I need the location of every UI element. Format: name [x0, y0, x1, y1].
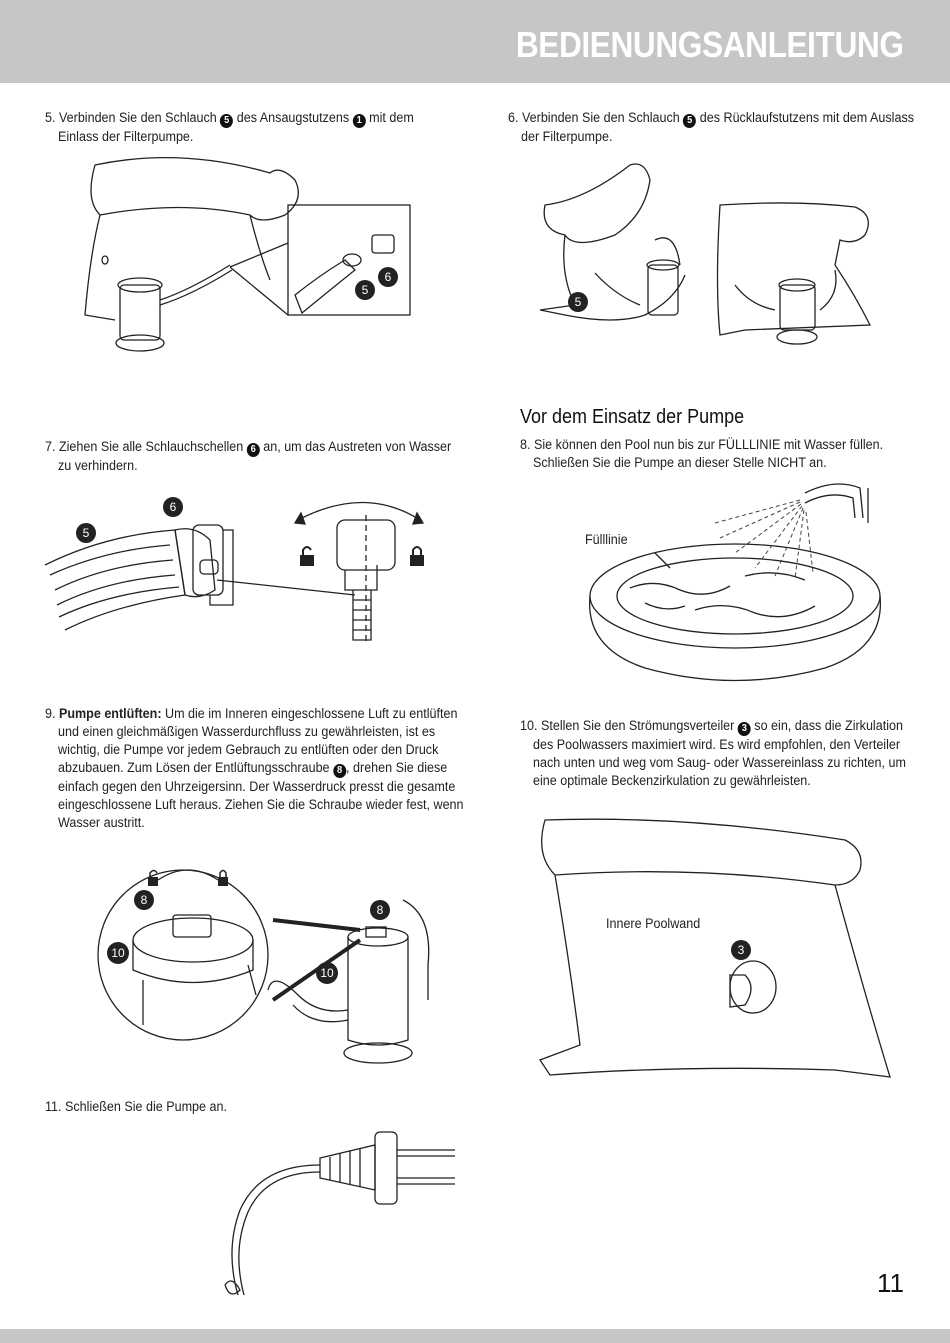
- step-10-text: [520, 717, 906, 790]
- ref-bullet: 6: [247, 443, 260, 457]
- power-plug-illustration: [220, 1120, 460, 1300]
- step-number: 8.: [520, 437, 531, 452]
- step-5-text: [45, 109, 414, 146]
- ref-bullet: 3: [738, 722, 751, 736]
- inner-wall-label: Innere Poolwand: [606, 916, 701, 931]
- svg-text:5: 5: [574, 295, 582, 309]
- lock-icon: [410, 547, 424, 566]
- hose-clamp-illustration: [45, 495, 440, 655]
- step-number: 9.: [45, 706, 56, 721]
- svg-text:5: 5: [82, 526, 90, 540]
- step-text: , drehen Sie diese: [346, 760, 448, 775]
- callout-5: [76, 523, 96, 543]
- unlock-icon: [300, 547, 314, 566]
- step-text: wichtig, die Pumpe vor jedem Gebrauch zu entlüften oder den Druck: [58, 742, 439, 757]
- step-number: 11.: [45, 1099, 62, 1114]
- callout-10: [107, 942, 129, 964]
- callout-8: [134, 890, 154, 910]
- step-text: Verbinden Sie den Schlauch: [521, 110, 680, 125]
- page-number: 11: [877, 1268, 904, 1298]
- step-8-text: [520, 436, 883, 472]
- ref-bullet: 5: [683, 114, 696, 128]
- step-text: Schließen Sie die Pumpe an dieser Stelle NICHT an.: [533, 455, 827, 470]
- section-heading: Vor dem Einsatz der Pumpe: [520, 406, 745, 428]
- step-7-text: [45, 438, 451, 475]
- step-text: zu verhindern.: [58, 458, 138, 473]
- step-text: Verbinden Sie den Schlauch: [58, 110, 217, 125]
- inner-pool-wall-illustration: [535, 815, 895, 1090]
- step-number: 7.: [45, 439, 56, 454]
- ref-bullet: 5: [220, 114, 233, 128]
- step-text: Ziehen Sie alle Schlauchschellen: [58, 439, 244, 454]
- ref-bullet: 1: [353, 114, 366, 128]
- step-9-text: [45, 705, 464, 832]
- callout-10: [316, 962, 338, 984]
- step-6-text: [508, 109, 914, 146]
- svg-text:6: 6: [384, 270, 392, 284]
- pool-filling-illustration: [585, 478, 885, 683]
- unlock-icon: [148, 871, 158, 887]
- step-text: Wasser austritt.: [58, 815, 145, 830]
- step-text: der Filterpumpe.: [521, 129, 613, 144]
- callout-6: [378, 267, 398, 287]
- svg-text:5: 5: [361, 283, 369, 297]
- callout-5: [355, 280, 375, 300]
- page-title: BEDIENUNGSANLEITUNG: [516, 24, 904, 65]
- step-number: 10.: [520, 718, 538, 733]
- step-text: an, um das Austreten von Wasser: [263, 439, 452, 454]
- step-text: des Poolwassers maximiert wird. Es wird empfohlen, den Verteiler: [533, 737, 901, 752]
- step-text: eingeschlossene Luft heraus. Ziehen Sie die Schraube wieder fest, wenn: [58, 797, 464, 812]
- step-text: des Rücklaufstutzens mit dem Auslass: [699, 110, 915, 125]
- header-bar: [0, 0, 950, 83]
- step-text: und einen gleichmäßigen Wasserdurchfluss zu gewährleisten, ist es: [58, 724, 436, 739]
- callout-5: [568, 292, 588, 312]
- svg-text:6: 6: [169, 500, 177, 514]
- step-text: mit dem: [369, 110, 414, 125]
- step-text: eine optimale Beckenzirkulation zu gewährleisten.: [533, 773, 811, 788]
- svg-text:3: 3: [737, 943, 745, 957]
- pool-pump-return-illustration: [535, 155, 890, 355]
- step-number: 5.: [45, 110, 56, 125]
- lock-icon: [218, 871, 228, 887]
- pump-vent-illustration: [98, 845, 443, 1085]
- svg-text:10: 10: [111, 946, 125, 960]
- svg-text:8: 8: [140, 893, 148, 907]
- step-11-text: [45, 1098, 227, 1116]
- svg-text:8: 8: [376, 903, 384, 917]
- step-text: nach unten und weg vom Saug- oder Wassereinlass zu richten, um: [533, 755, 906, 770]
- step-text: Einlass der Filterpumpe.: [58, 129, 194, 144]
- callout-8: [370, 900, 390, 920]
- svg-text:10: 10: [320, 966, 334, 980]
- step-text: Stellen Sie den Strömungsverteiler: [540, 718, 735, 733]
- callout-3: [731, 940, 751, 960]
- step-text: abzubauen. Zum Lösen der Entlüftungsschraube: [58, 760, 330, 775]
- step-number: 6.: [508, 110, 519, 125]
- fill-line-label: Fülllinie: [585, 532, 628, 547]
- step-text: des Ansaugstutzens: [236, 110, 350, 125]
- step-text: Schließen Sie die Pumpe an.: [65, 1099, 227, 1114]
- step-text: einfach gegen den Uhrzeigersinn. Der Wasserdruck presst die gesamte: [58, 779, 456, 794]
- step-bold-label: Pumpe entlüften:: [58, 706, 162, 721]
- ref-bullet: 8: [333, 764, 346, 778]
- callout-6: [163, 497, 183, 517]
- pool-pump-intake-illustration: [80, 155, 420, 360]
- footer-bar: [0, 1329, 950, 1343]
- step-text: Um die im Inneren eingeschlossene Luft zu entlüften: [165, 706, 458, 721]
- step-text: Sie können den Pool nun bis zur FÜLLLINIE mit Wasser füllen.: [533, 437, 884, 452]
- step-text: so ein, dass die Zirkulation: [754, 718, 903, 733]
